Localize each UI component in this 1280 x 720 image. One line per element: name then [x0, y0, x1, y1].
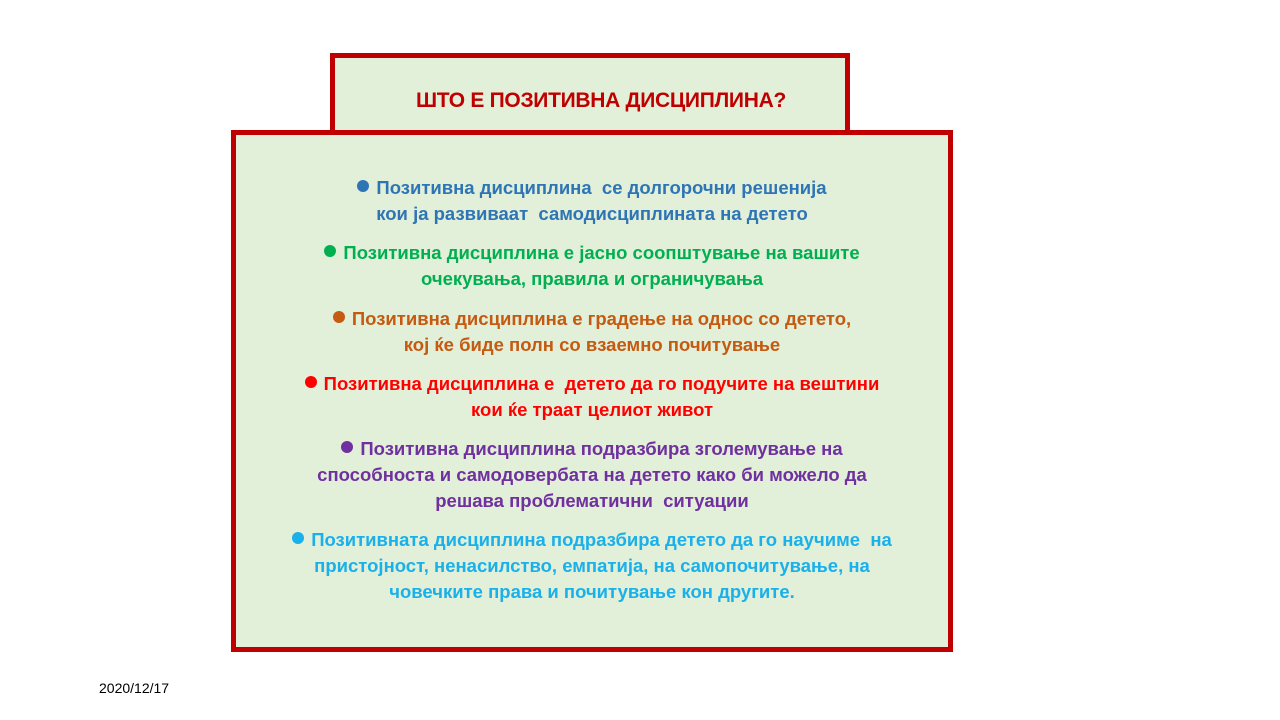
list-item-line: Позитивна дисциплина е јасно соопштување на вашите [236, 240, 948, 266]
bullet-icon [324, 245, 336, 257]
list-item [236, 175, 948, 227]
bullet-icon [292, 532, 304, 544]
list-item [236, 306, 948, 358]
list-item-line: кои ја развиваат самодисциплината на детето [376, 203, 808, 224]
list-item-line: Позитивната дисциплина подразбира детето да го научиме на [236, 527, 948, 553]
list-item [236, 436, 948, 514]
list-item-line: Позитивна дисциплина подразбира зголемување на [236, 436, 948, 462]
list-item [236, 371, 948, 423]
list-item [236, 240, 948, 292]
list-item-line: Позитивна дисциплина се долгорочни решенија [236, 175, 948, 201]
list-item-line: човечките права и почитување кон другите. [389, 581, 795, 602]
bullet-icon [357, 180, 369, 192]
bullet-icon [341, 441, 353, 453]
list-item [236, 527, 948, 605]
list-item-line: пристојност, ненасилство, емпатија, на самопочитување, на [314, 555, 870, 576]
list-item-line: Позитивна дисциплина е детето да го подучите на вештини [236, 371, 948, 397]
slide-date: 2020/12/17 [99, 680, 170, 696]
list-item-line: решава проблематични ситуации [435, 490, 749, 511]
list-item-line: кој ќе биде полн со взаемно почитување [403, 334, 781, 355]
bullet-icon [333, 311, 345, 323]
list-item-line: Позитивна дисциплина е градење на однос со детето, [236, 306, 948, 332]
list-item-line: кои ќе траат целиот живот [471, 399, 713, 420]
list-item-line: очекувања, правила и ограничувања [420, 268, 763, 289]
list-item-line: способноста и самодовербата на детето како би можело да [317, 464, 867, 485]
slide-title: ШТО Е ПОЗИТИВНА ДИСЦИПЛИНА? [416, 89, 786, 112]
bullet-icon [305, 376, 317, 388]
